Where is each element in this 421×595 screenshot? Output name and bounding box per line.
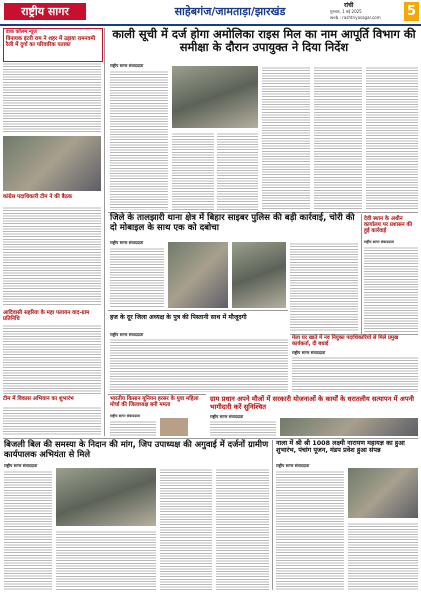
mid-right-headline: मेला घर खाते में नव नियुक्त पदाधिकारियों से मिले प्रमुख कार्यकर्ता, दी बधाई bbox=[292, 335, 399, 347]
cyber-body-2 bbox=[290, 242, 358, 332]
top-story-body-2 bbox=[172, 132, 214, 210]
cyber-story-headline: जिले के तालझारी थाना क्षेत्र में बिहार साइबर पुलिस की बड़ी कार्रवाई, चोरी की दो मोबाइल के साथ एक को दबोचा bbox=[110, 213, 355, 233]
cyber-photo-1 bbox=[168, 242, 228, 308]
women-portrait bbox=[160, 418, 188, 436]
left-headline-1: विनायक इंटरी राम ने शहर में उड़ाया रामनवमी रैली में दुर्गा का परिवारिक पताका bbox=[6, 36, 96, 49]
top-story-body-5 bbox=[314, 66, 362, 210]
bijli-body-4 bbox=[216, 468, 269, 590]
women-story-byline: राष्ट्रीय सागर संवाददाता bbox=[110, 414, 140, 418]
top-story-body-1 bbox=[110, 70, 168, 210]
bijli-story-byline: राष्ट्रीय सागर संवाददाता bbox=[4, 463, 38, 468]
top-story-photo bbox=[172, 66, 258, 128]
right-divider bbox=[361, 214, 362, 334]
top-story-body-6 bbox=[366, 66, 418, 210]
left-headline-4: टीम में विकास अभियान का शुभारंभ bbox=[3, 396, 74, 402]
yagya-body-1 bbox=[276, 470, 344, 590]
cyber-body-1 bbox=[110, 247, 164, 307]
mid-right-byline: राष्ट्रीय सागर संवाददाता bbox=[292, 350, 326, 355]
yagya-story-byline: राष्ट्रीय सागर संवाददाता bbox=[276, 463, 310, 468]
top-story-body-4 bbox=[262, 66, 310, 210]
yagya-story-headline: नाला में श्री श्री 1008 लक्ष्मी नारायण महायज्ञ का हुआ शुभारंभ, पंचांग पूजन, मंडप प्रवेश हुआ संपन्न bbox=[276, 439, 405, 455]
column-divider bbox=[104, 28, 105, 436]
hajj-body bbox=[110, 338, 288, 392]
bijli-story-headline: बिजली बिल की समस्या के निदान की मांग, जिप उपाध्यक्ष की अगुवाई में दर्जनों ग्रामीण कार्यपालक अभियंता से मिले bbox=[4, 439, 269, 459]
gram-photo bbox=[280, 418, 418, 436]
women-story-headline: भारतीय किसान यूनियन हरसर के युवा महिला मोर्चा की जिलाध्यक्ष बनी ममता bbox=[110, 396, 199, 409]
right-brief-byline: राष्ट्रीय सागर संवाददाता bbox=[364, 240, 394, 244]
left-body-1 bbox=[3, 62, 101, 134]
cyber-story-byline: राष्ट्रीय सागर संवाददाता bbox=[110, 240, 144, 245]
bijli-body-1 bbox=[4, 470, 52, 590]
desk-label: डाक कॉलम न्यूज bbox=[6, 29, 37, 35]
left-photo-1 bbox=[3, 136, 101, 191]
left-headline-2: कांग्रेस पदाधिकारी टीम ने की बैठक bbox=[3, 194, 72, 200]
left-body-3 bbox=[3, 324, 101, 394]
gram-story-headline: ग्राम प्रधान अपने मौजों में सरकारी योजनाओं के कार्यों के धरातलीय सत्यापन में अपनी भागीदारी करें सुनिश्चित bbox=[210, 395, 414, 411]
top-story-byline: राष्ट्रीय सागर संवाददाता bbox=[110, 63, 144, 68]
bijli-body-3 bbox=[160, 468, 212, 590]
date-label: गुरुवार, 1 मई 2025 bbox=[330, 9, 362, 14]
top-story-headline: काली सूची में दर्ज होगा अमोलिका राइस मिल का नाम आपूर्ति विभाग की समीक्षा के दौरान उपायुक्त ने दिया निर्देश bbox=[112, 27, 416, 55]
top-story-body-3 bbox=[217, 132, 258, 210]
page-number: 5 bbox=[404, 2, 419, 21]
women-body-1 bbox=[110, 420, 156, 436]
mid-right-body bbox=[292, 356, 418, 392]
left-body-2 bbox=[3, 206, 101, 306]
yagya-photo bbox=[348, 468, 418, 518]
region-title: साहेबगंज/जामताड़ा/झारखंड bbox=[174, 5, 286, 18]
hajj-story-headline: हज के दूर जिला अध्यक्ष के पुत्र की पिस्तानी साथ में मौजूदगी bbox=[110, 314, 247, 321]
website-label: web : rashtriyasagar.com bbox=[330, 15, 381, 20]
right-brief-headline: देवी स्थान के अधीन कार्यालय पर प्रशासन की हुई कार्रवाई bbox=[364, 216, 413, 235]
gram-story-byline: राष्ट्रीय सागर संवाददाता bbox=[210, 414, 244, 419]
hajj-story-byline: राष्ट्रीय सागर संवाददाता bbox=[110, 332, 144, 337]
left-headline-3: आदिवासी सहरिया के महा पलायन वाद-ग्राम प्रतिनिधि bbox=[3, 310, 90, 323]
bijli-photo bbox=[56, 468, 156, 526]
masthead-logo: राष्ट्रीय सागर bbox=[4, 3, 86, 20]
cyber-photo-2 bbox=[232, 242, 286, 308]
yagya-body-2 bbox=[348, 522, 418, 590]
gram-body-1 bbox=[210, 420, 276, 436]
left-body-4 bbox=[3, 406, 101, 436]
left-column bbox=[3, 28, 103, 436]
bijli-body-2 bbox=[56, 530, 156, 590]
right-brief-body bbox=[364, 246, 418, 332]
city-label: रांची bbox=[344, 2, 354, 9]
